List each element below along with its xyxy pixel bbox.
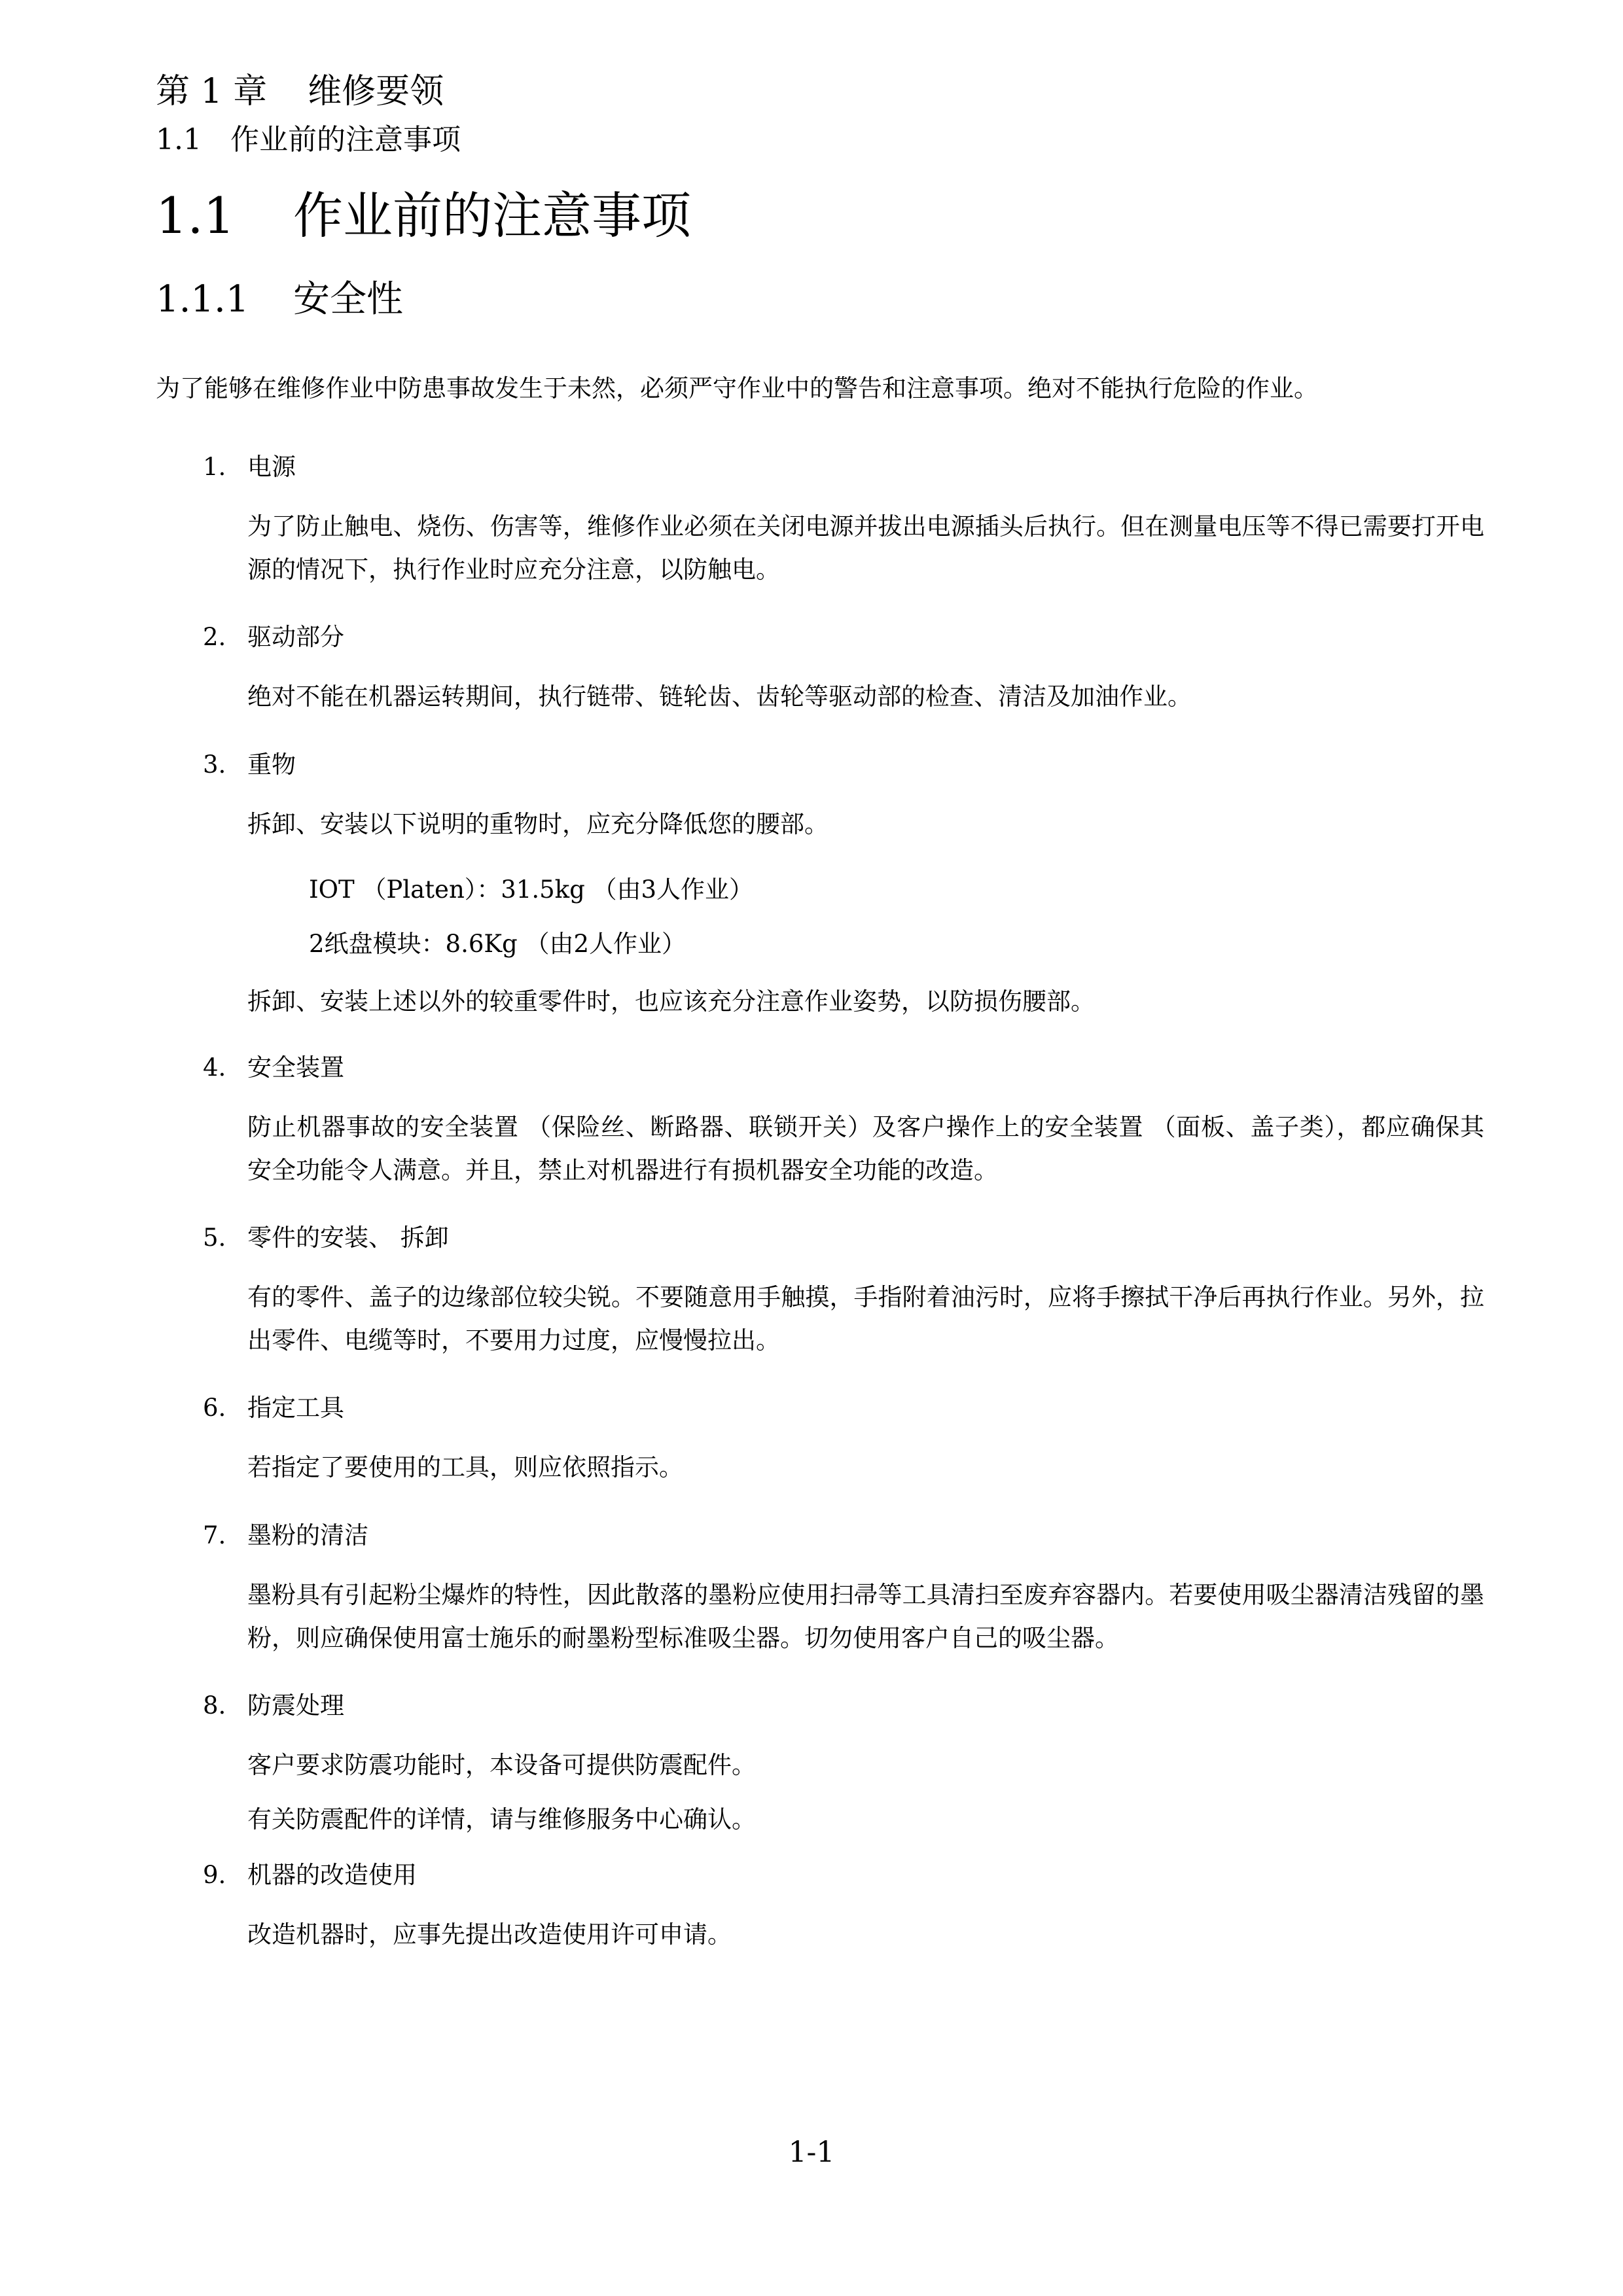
list-item-label: 零件的安装、 拆卸 [247, 1224, 449, 1252]
list-item-label: 防震处理 [247, 1691, 344, 1720]
list-item-body: 改造机器时，应事先提出改造使用许可申请。 [247, 1920, 732, 1949]
list-item-label: 驱动部分 [247, 623, 344, 651]
list-item-title [203, 1390, 344, 1426]
running-header-section [156, 122, 461, 158]
list-item-number: 3. [203, 751, 226, 779]
list-item-body: 绝对不能在机器运转期间，执行链带、链轮齿、齿轮等驱动部的检查、清洁及加油作业。 [247, 682, 1192, 711]
list-item-label: 机器的改造使用 [247, 1861, 417, 1889]
list-item-number: 4. [203, 1053, 226, 1082]
chapter-title: 维修要领 [308, 72, 444, 111]
intro-paragraph: 为了能够在维修作业中防患事故发生于未然，必须严守作业中的警告和注意事项。绝对不能执行危险的作业。 [156, 374, 1318, 402]
list-item-title [203, 1857, 417, 1894]
list-item-body: 若指定了要使用的工具，则应依照指示。 [247, 1453, 683, 1481]
list-item-number: 6. [203, 1394, 226, 1422]
list-item-body: 客户要求防震功能时，本设备可提供防震配件。 [247, 1751, 756, 1779]
section-heading-title: 作业前的注意事项 [293, 186, 691, 245]
list-item-number: 8. [203, 1691, 226, 1720]
list-item-number: 7. [203, 1521, 226, 1549]
list-item-label: 重物 [247, 751, 296, 779]
section-heading [156, 183, 691, 249]
list-item-label: 安全装置 [247, 1053, 344, 1082]
list-item-body: 有的零件、盖子的边缘部位较尖锐。不要随意用手触摸，手指附着油污时，应将手擦拭干净后再执行作业。另外，拉出零件、电缆等时，不要用力过度，应慢慢拉出。 [247, 1283, 1484, 1354]
weight-spec-line: IOT （Platen）：31.5kg （由3人作业） [309, 875, 754, 904]
list-item-label: 电源 [247, 453, 296, 481]
list-item-number: 9. [203, 1861, 226, 1889]
weight-spec-line: 2纸盘模块：8.6Kg （由2人作业） [309, 930, 687, 958]
list-item-label: 指定工具 [247, 1394, 344, 1422]
section-heading-number: 1.1 [156, 186, 235, 245]
subsection-heading-number: 1.1.1 [156, 278, 249, 321]
subsection-heading-title: 安全性 [293, 278, 403, 321]
list-item-title [203, 1687, 344, 1724]
list-item-title [203, 449, 296, 486]
running-section-title: 作业前的注意事项 [230, 123, 461, 156]
list-item-body: 防止机器事故的安全装置 （保险丝、断路器、联锁开关）及客户操作上的安全装置 （面板、盖子类），都应确保其安全功能令人满意。并且，禁止对机器进行有损机器安全功能的改造。 [247, 1113, 1484, 1184]
list-item-body: 拆卸、安装上述以外的较重零件时，也应该充分注意作业姿势，以防损伤腰部。 [247, 987, 1095, 1016]
list-item-title [203, 747, 296, 783]
list-item-number: 1. [203, 453, 226, 481]
running-section-number: 1.1 [156, 123, 202, 156]
list-item-body: 为了防止触电、烧伤、伤害等，维修作业必须在关闭电源并拔出电源插头后执行。但在测量电压等不得已需要打开电源的情况下，执行作业时应充分注意，以防触电。 [247, 512, 1484, 584]
list-item-body: 墨粉具有引起粉尘爆炸的特性，因此散落的墨粉应使用扫帚等工具清扫至废弃容器内。若要使用吸尘器清洁残留的墨粉，则应确保使用富士施乐的耐墨粉型标准吸尘器。切勿使用客户自己的吸尘器。 [247, 1581, 1484, 1652]
list-item-body: 拆卸、安装以下说明的重物时，应充分降低您的腰部。 [247, 810, 829, 838]
list-item-body: 有关防震配件的详情，请与维修服务中心确认。 [247, 1805, 756, 1833]
page-number: 1-1 [788, 2136, 835, 2169]
chapter-number: 第 1 章 [156, 72, 268, 111]
list-item-number: 5. [203, 1224, 226, 1252]
list-item-number: 2. [203, 623, 226, 651]
list-item-title [203, 619, 344, 656]
list-item-label: 墨粉的清洁 [247, 1521, 368, 1549]
list-item-title [203, 1220, 449, 1256]
list-item-title [203, 1517, 368, 1554]
list-item-title [203, 1050, 344, 1086]
subsection-heading [156, 275, 403, 325]
running-header-chapter [156, 71, 444, 113]
